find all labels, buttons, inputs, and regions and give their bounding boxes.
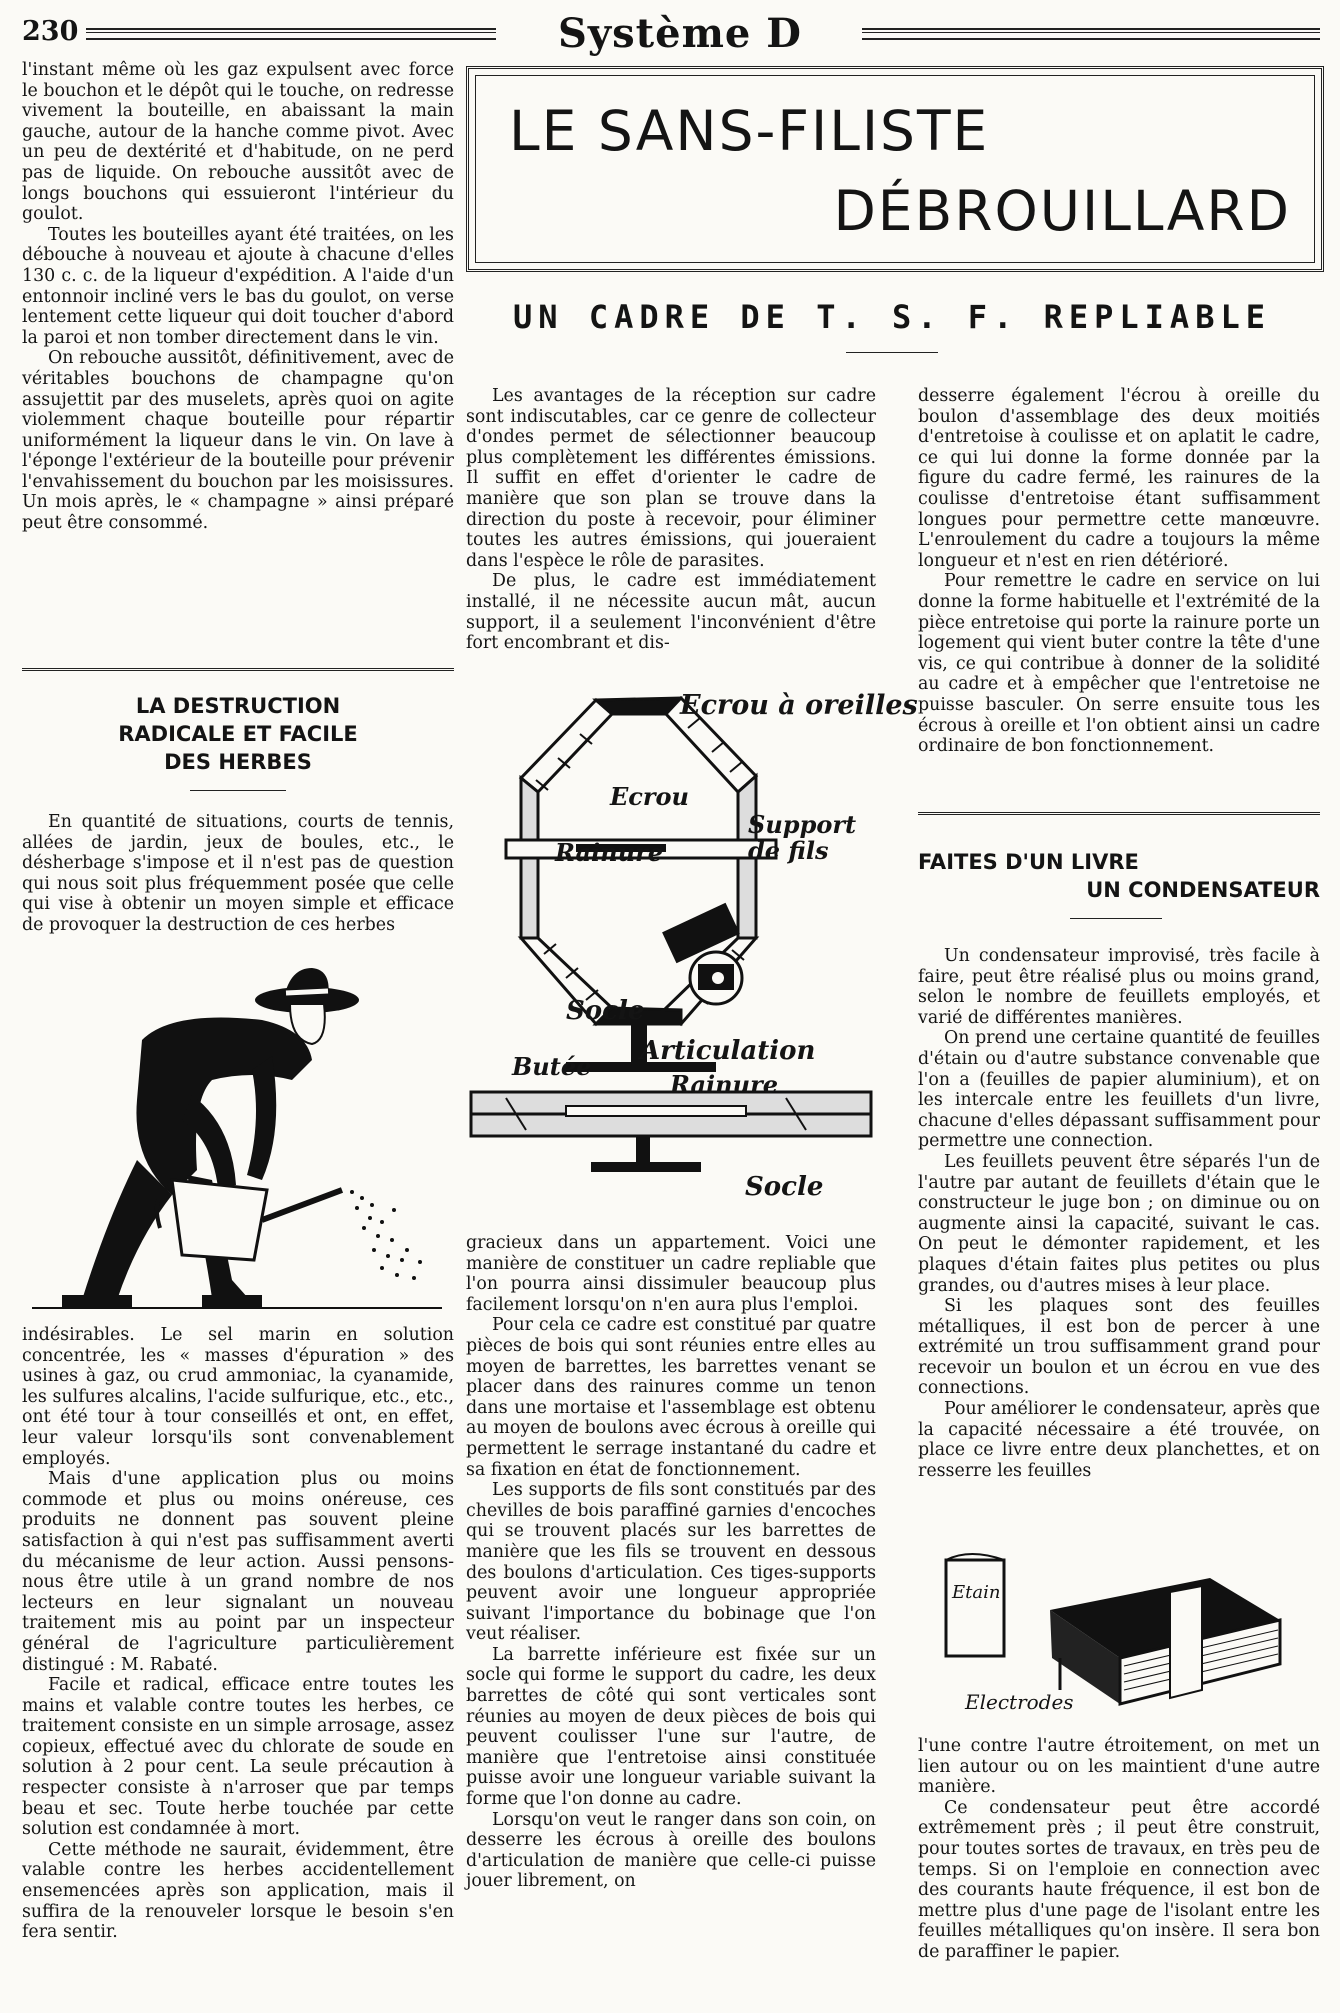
herbes-paragraph: Facile et radical, efficace entre toutes les mains et valable contre toutes les herbes, ce traitement consiste en un simple arrosage, assez copieux, effectué avec du chlorate de soude en solution à 2 pour cent. La seule précaution à respecter consiste à n'arroser que par temps beau et sec. Toute herbe touchée par cette solution est condamnée à mort. — [22, 1675, 454, 1840]
condensateur-title-line: FAITES D'UN LIVRE — [918, 850, 1139, 874]
feature-title-line-1: LE SANS-FILISTE — [509, 99, 990, 163]
label-ecrou: Ecrou — [610, 782, 690, 811]
cadre-article-part1 — [466, 386, 876, 654]
cadre-paragraph: De plus, le cadre est immédiatement installé, il ne nécessite aucun mât, aucun support, il a seulement l'inconvénient d'être fort encombrant et dis- — [466, 571, 876, 654]
page-header — [0, 8, 1340, 58]
magazine-title: Système D — [558, 10, 802, 57]
condensateur-article — [918, 946, 1320, 1481]
herbes-title-line: DES HERBES — [164, 750, 312, 774]
champagne-paragraph: On rebouche aussitôt, définitivement, avec de véritables bouchons de champagne qu'on assujettit par des muselets, après quoi on agite violemment chaque bouteille pour répartir uniformément la liqueur dans le vin. On lave à l'éponge l'extérieur de la bouteille pour prévenir l'envahissement du bouchon par les moisissures. Un mois après, le « champagne » ainsi préparé peut être consommé. — [22, 348, 454, 534]
condensateur-paragraph: On prend une certaine quantité de feuilles d'étain ou d'autre substance convenable que l'on a (feuilles de papier aluminium), et on les intercale entre les feuillets d'un livre, chacune d'elles dépassant suffisamment pour permettre une connection. — [918, 1028, 1320, 1152]
hat-band — [286, 991, 328, 993]
title-underline — [1070, 918, 1162, 919]
label-articulation: Articulation — [640, 1036, 816, 1066]
watering-can — [172, 1180, 267, 1260]
label-ecrou-oreilles — [680, 690, 918, 721]
cadre-article-title: UN CADRE DE T. S. F. REPLIABLE — [513, 298, 1271, 336]
header-rule-right — [862, 28, 1320, 40]
folded-base — [591, 1162, 701, 1172]
cadre-paragraph: desserre également l'écrou à oreille du boulon d'assemblage des deux moitiés d'entretoise à coulisse et on aplatit le cadre, ce qui lui donne la forme donnée par la figure du cadre fermé, les rainures de la coulisse d'entretoise étant suffisamment longues pour permettre cette manœuvre. L'enroulement du cadre a toujours la même longueur et n'est en rien détérioré. — [918, 386, 1320, 571]
section-divider — [22, 668, 454, 671]
page-number: 230 — [22, 16, 79, 47]
herbes-article — [22, 1325, 454, 1943]
gardener-illustration — [22, 960, 454, 1315]
condensateur-paragraph: Ce condensateur peut être accordé extrêmement près ; il peut être construit, pour toutes sortes de travaux, en très peu de temps. Si on l'emploie en connection avec des courants haute fréquence, il est bon de mettre plus d'une page de l'isolant entre les feuilles métalliques qu'on insère. Il sera bon de paraffiner le papier. — [918, 1797, 1320, 1962]
label-etain: Etain — [952, 1582, 1001, 1603]
herbes-paragraph: indésirables. Le sel marin en solution concentrée, les « masses d'épuration » des usines à gaz, ou crud ammoniac, la cyanamide, les sulfures alcalins, l'acide sulfurique, etc., etc., ont été tour à tour conseillés et ont, en effet, leur valeur lorsqu'ils sont convenablement employés. — [22, 1325, 454, 1469]
label-socle-2: Socle — [745, 1172, 824, 1202]
condensateur-title — [918, 848, 1320, 904]
label-text: Ecrou à oreilles — [680, 690, 918, 721]
cadre-paragraph: Les avantages de la réception sur cadre sont indiscutables, car ce genre de collecteur d'ondes permet de sélectionner beaucoup plus complètement les différentes émissions. Il suffit en effet d'orienter le cadre de manière que son plan se trouve dans la direction du poste à recevoir, pour éliminer toutes les autres émissions, qui joueraient dans l'espèce le rôle de parasites. — [466, 386, 876, 571]
champagne-paragraph: Toutes les bouteilles ayant été traitées, on les débouche à nouveau et ajoute à chacune d'elles 130 c. c. de la liqueur d'expédition. A l'aide d'un entonnoir incliné vers le bas du goulot, on verse lentement cette liqueur qui doit toucher d'abord la paroi et non tomber directement dans le vin. — [22, 224, 454, 348]
cadre-paragraph: Les supports de fils sont constitués par des chevilles de bois paraffiné garnies d'encoches qui se trouvent placés sur les barrettes de manière que les fils se trouvent en dessous des boulons d'articulation. Ces tiges-supports peuvent avoir une longueur appropriée suivant l'importance du bobinage que l'on veut réaliser. — [466, 1480, 876, 1645]
can-spout — [262, 1190, 342, 1220]
label-rainure: Rainure — [555, 838, 663, 867]
herbes-title-line: LA DESTRUCTION — [135, 694, 341, 718]
cadre-paragraph: gracieux dans un appartement. Voici une manière de constituer un cadre repliable que l'on pourra ainsi dissimuler beaucoup plus facilement lorsqu'on n'en aura plus l'emploi. — [466, 1233, 876, 1315]
condensateur-paragraph: Si les plaques sont des feuilles métalliques, il est bon de percer à une extrémité un trou suffisamment grand pour recevoir un boulon et un écrou en vue des connections. — [918, 1296, 1320, 1399]
title-underline — [846, 352, 938, 353]
label-socle: Socle — [566, 996, 645, 1026]
cadre-paragraph: Pour remettre le cadre en service on lui donne la forme habituelle et l'extrémité de la pièce entretoise qui porte la rainure porte un logement qui vient buter contre la tête d'une vis, ce qui contribue à donner de la solidité au cadre et à empêcher que l'entretoise ne puisse basculer. On serre ensuite tous les écrous à oreille et l'on obtient ainsi un cadre ordinaire de bon fonctionnement. — [918, 571, 1320, 757]
condensateur-paragraph: Un condensateur improvisé, très facile à faire, peut être réalisé plus ou moins grand, selon le nombre de feuillets employés, et varié de différentes manières. — [918, 946, 1320, 1028]
label-rainure-2: Rainure — [670, 1070, 778, 1099]
header-rule-left — [86, 28, 496, 40]
leg-back — [82, 1160, 172, 1300]
herbes-title — [22, 692, 454, 776]
folding-frame-figure — [466, 688, 876, 1208]
condensateur-article-end — [918, 1736, 1320, 1963]
section-divider — [918, 812, 1320, 815]
herbes-intro — [22, 812, 454, 936]
condensateur-title-line: UN CONDENSATEUR — [1086, 878, 1320, 902]
herbes-intro-paragraph: En quantité de situations, courts de tennis, allées de jardin, jeux de boules, etc., le désherbage s'impose et il n'est pas de question qui nous soit plus fréquemment posée que celle qui vise à obtenir un moyen simple et efficace de provoquer la destruction de ces herbes — [22, 812, 454, 935]
label-butee: Butée — [512, 1052, 592, 1081]
tin-foil-sheet — [946, 1560, 1004, 1656]
feature-title-box — [466, 66, 1324, 272]
feature-title-line-2: DÉBROUILLARD — [833, 179, 1291, 243]
herbes-paragraph: Cette méthode ne saurait, évidemment, être valable contre les herbes accidentellement ensemencées après son application, mais il suffira de la renouveler lorsque le besoin s'en fera sentir. — [22, 1839, 454, 1943]
label-support-fils: Support de fils — [748, 810, 857, 865]
title-underline — [190, 790, 286, 791]
condensateur-paragraph: Les feuillets peuvent être séparés l'un de l'autre par autant de feuillets d'étain que le constructeur le juge bon ; on diminue ou on augmente ainsi la capacité, suivant le cas. On peut le démonter rapidement, et les plaques d'étain faites plus petites ou plus grandes, ou d'autres mises à leur place. — [918, 1151, 1320, 1296]
folded-stand — [636, 1136, 650, 1164]
water-spray — [350, 1190, 422, 1280]
condensateur-paragraph: Pour améliorer le condensateur, après que la capacité nécessaire a été trouvée, on place ce livre entre deux planchettes, et on resserre les feuilles — [918, 1399, 1320, 1481]
cadre-paragraph: Lorsqu'on veut le ranger dans son coin, on desserre les écrous à oreille des boulons d'articulation de manière que celle-ci puisse jouer librement, on — [466, 1809, 876, 1892]
cadre-paragraph: Pour cela ce cadre est constitué par quatre pièces de bois qui sont réunies entre elles au moyen de barrettes, les barrettes venant se placer dans des rainures comme un tenon dans une mortaise et l'assemblage est obtenu au moyen de boulons avec écrous à oreille qui permettent le serrage instantané du cadre et sa fixation en état de fonctionnement. — [466, 1315, 876, 1480]
champagne-article — [22, 60, 454, 534]
herbes-title-line: RADICALE ET FACILE — [118, 722, 358, 746]
cadre-article-part2 — [466, 1233, 876, 1892]
electrode-strip — [1170, 1586, 1202, 1698]
shoe-front — [202, 1295, 262, 1307]
shoe-back — [62, 1295, 132, 1307]
condensateur-paragraph: l'une contre l'autre étroitement, on met un lien autour ou on les maintient d'une autre manière. — [918, 1736, 1320, 1798]
champagne-paragraph: l'instant même où les gaz expulsent avec force le bouchon et le dépôt qui le touche, on redresse vivement la bouteille, en abaissant la main gauche, autour de la hanche comme pivot. Avec un peu de dextérité et d'habitude, on ne perd pas de liquide. On rebouche aussitôt avec de longs bouchons qui essuieront l'intérieur du goulot. — [22, 60, 454, 225]
herbes-paragraph: Mais d'une application plus ou moins commode et plus ou moins onéreuse, ces produits ne donnent pas souvent pleine satisfaction à qui n'est pas suffisamment averti du mécanisme de leur action. Aussi pensons-nous être utile à un grand nombre de nos lecteurs en leur signalant un nouveau traitement mis au point par un inspecteur général de l'agriculture particulièrement distingué : M. Rabaté. — [22, 1469, 454, 1675]
cadre-article-part3 — [918, 386, 1320, 757]
cadre-paragraph: La barrette inférieure est fixée sur un socle qui forme le support du cadre, les deux barrettes de côté qui sont verticales sont réunies au moyen de deux pièces de bois qui peuvent coulisser l'une sur l'autre, de manière que l'entretoise ainsi constituée puisse avoir une longueur variable suivant la forme que l'on donne au cadre. — [466, 1644, 876, 1810]
label-electrodes: Electrodes — [965, 1690, 1074, 1714]
